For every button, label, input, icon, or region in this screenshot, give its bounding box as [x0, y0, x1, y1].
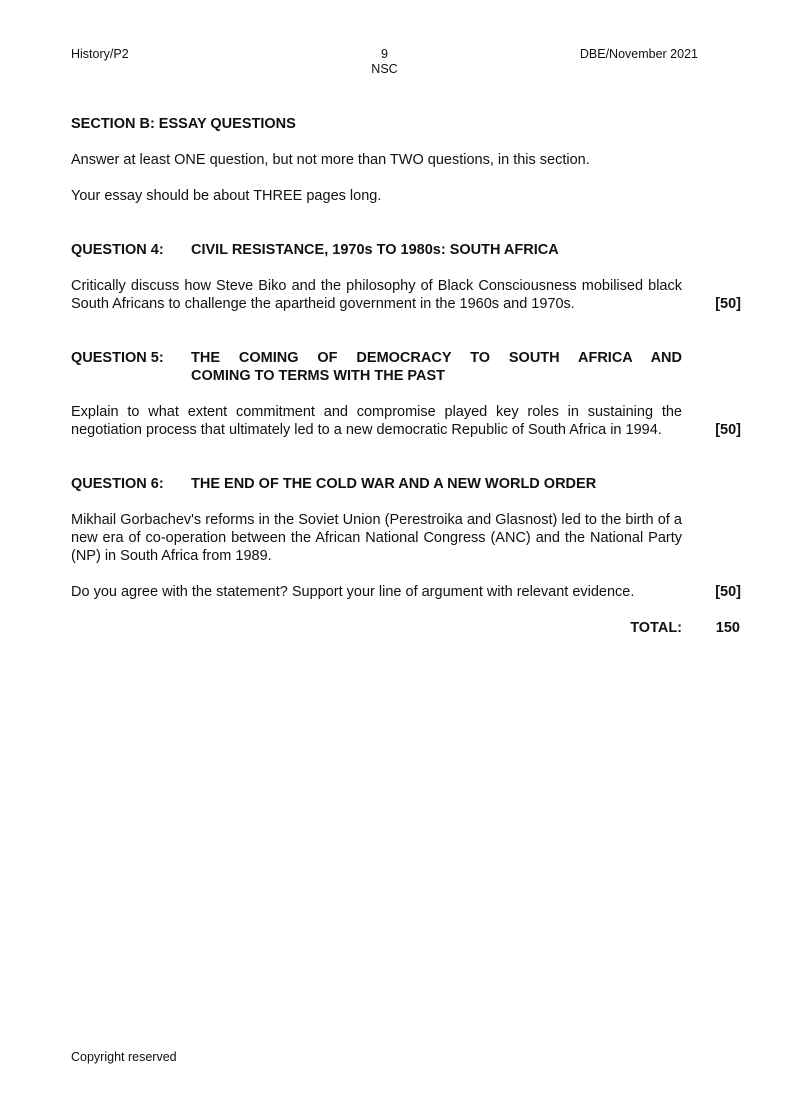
- question-4-title: [191, 241, 682, 259]
- question-5-marks: [50]: [715, 422, 741, 438]
- question-6-title-text: THE END OF THE COLD WAR AND A NEW WORLD ORDER: [191, 476, 597, 492]
- question-6-prompt: Do you agree with the statement? Support your line of argument with relevant evidence.: [71, 584, 635, 600]
- question-5-title-line-1: THE COMING OF DEMOCRACY TO SOUTH AFRICA AND: [191, 350, 682, 366]
- header-subject: History/P2: [71, 47, 129, 61]
- total-value: 150: [715, 620, 740, 636]
- question-4-title-text: CIVIL RESISTANCE, 1970s TO 1980s: SOUTH AFRICA: [191, 242, 559, 258]
- total-row: [71, 619, 740, 637]
- header-exam-date: DBE/November 2021: [579, 47, 698, 61]
- question-4-text: Critically discuss how Steve Biko and the philosophy of Black Consciousness mobilised black South Africans to challenge the apartheid government in the 1960s and 1970s.: [71, 278, 682, 312]
- page-header: [71, 47, 698, 79]
- question-6-text: Mikhail Gorbachev's reforms in the Soviet Union (Perestroika and Glasnost) led to the birth of a new era of co-operation between the African National Congress (ANC) and the National Party (NP) in South Africa from 1989.: [71, 512, 682, 564]
- question-4-marks: [50]: [715, 296, 741, 312]
- section-instruction-1: Answer at least ONE question, but not more than TWO questions, in this section.: [71, 152, 590, 168]
- copyright-notice: Copyright reserved: [71, 1050, 177, 1064]
- question-6-title: [191, 475, 682, 493]
- question-6-heading: [71, 475, 682, 493]
- question-4-label: QUESTION 4:: [71, 242, 164, 258]
- question-5-heading: [71, 349, 682, 385]
- page-footer: [71, 1050, 177, 1064]
- question-5-label: QUESTION 5:: [71, 350, 164, 366]
- question-4-body: [71, 277, 741, 313]
- section-title: SECTION B: ESSAY QUESTIONS: [71, 116, 296, 132]
- page-content: [71, 115, 741, 637]
- question-4-heading: [71, 241, 682, 259]
- question-5-title-line-2: COMING TO TERMS WITH THE PAST: [191, 368, 446, 384]
- question-6-body-2: [71, 583, 741, 601]
- header-page-number: 9: [381, 47, 388, 61]
- section-instruction-2: Your essay should be about THREE pages long.: [71, 188, 382, 204]
- question-5-text: Explain to what extent commitment and compromise played key roles in sustaining the negotiation process that ultimately led to a new democratic Republic of South Africa in 1994.: [71, 404, 682, 438]
- header-nsc: NSC: [371, 62, 398, 76]
- question-5-body: [71, 403, 741, 439]
- question-5-title: [191, 349, 682, 385]
- question-6-label: QUESTION 6:: [71, 476, 164, 492]
- total-label: TOTAL:: [630, 620, 682, 636]
- question-6-marks: [50]: [715, 584, 741, 600]
